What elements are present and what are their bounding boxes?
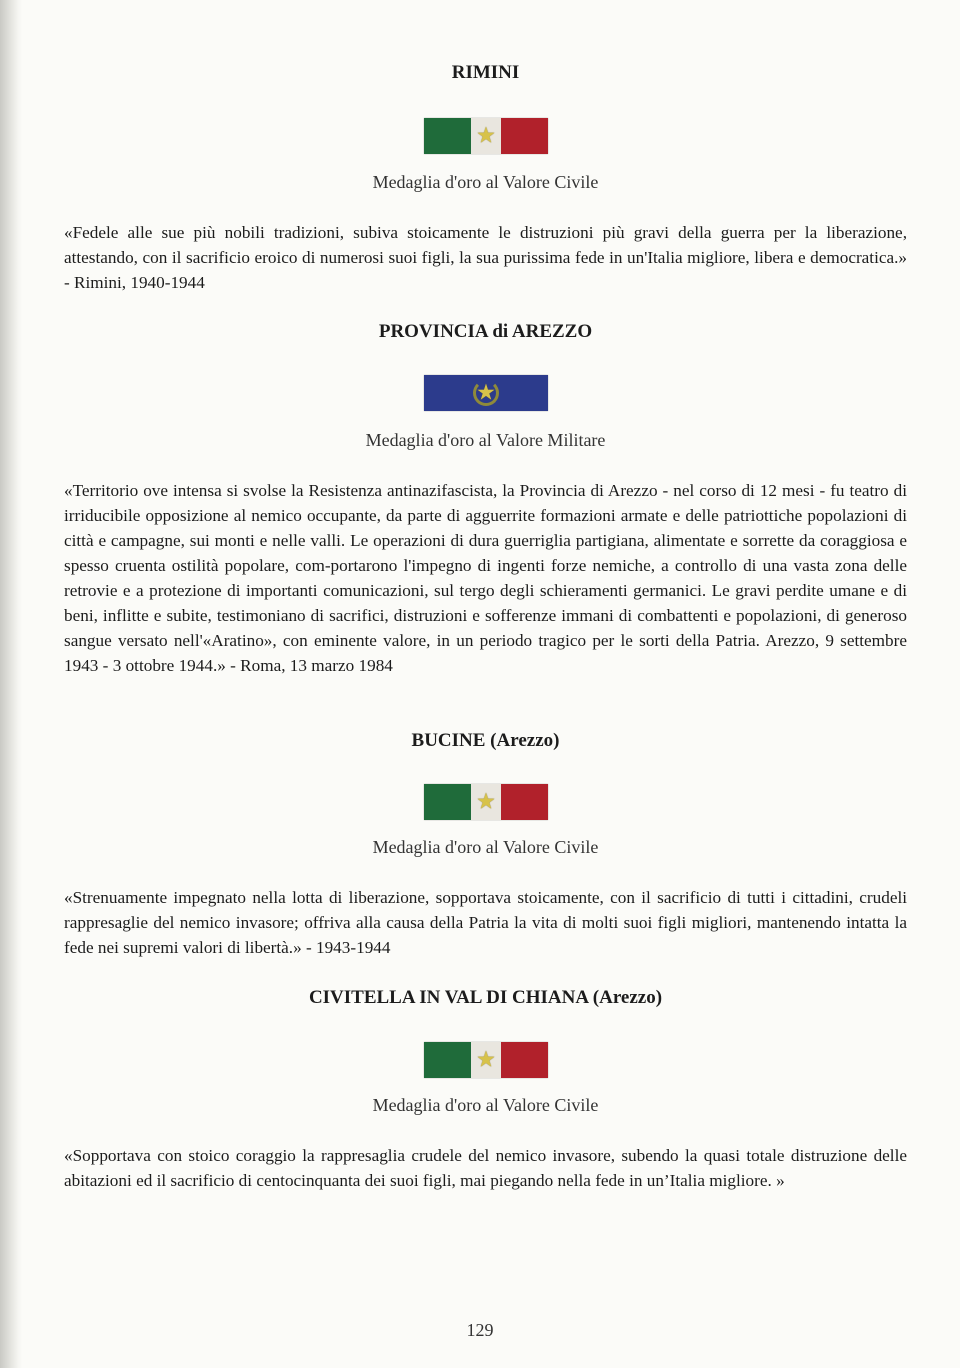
section-title-rimini: RIMINI [451,62,520,83]
section-title-civitella: CIVITELLA IN VAL DI CHIANA (Arezzo) [308,987,663,1008]
medal-caption-provincia-arezzo: Medaglia d'oro al Valore Militare [365,430,606,450]
blue-star-wreath-icon: ★ [424,375,548,411]
citation-provincia-arezzo: «Territorio ove intensa si svolse la Resistenza antinazifascista, la Provincia di Arezzo - nel corso di 12 mesi - fu teatro di irriducibile opposizione al nemico occupante, da parte di agguerrite formazioni armate e delle patriottiche popolazioni di città e campagne, sui monti e nelle valli. Le operazioni di dura guerriglia partigiana, alimentate e sorrette da coraggiosa e spesso cruenta ostilità popolare, com-portarono l'impegno di ingenti forze nemiche, a controllo di una vasta zona delle retrovie e a protezione di importanti comunicazioni, sul tergo degli schieramenti germanici. Le gravi perdite umane e di beni, inflitte e subite, testimoniano di sacrifici, distruzioni e sofferenze immani di combattenti e popolazioni, di generoso sangue versato nell'«Aratino», con eminente valore, in un periodo tragico per le sorti della Patria. Arezzo, 9 settembre 1943 - 3 ottobre 1944.» - Roma, 13 marzo 1984 [64,481,907,675]
citation-civitella: «Sopportava con stoico coraggio la rappresaglia crudele del nemico invasore, subendo la quasi totale distruzione delle abitazioni ed il sacrificio di centocinquanta dei suoi figli, mai piegando nella fede in un’Italia migliore. » [64,1146,907,1190]
citation-rimini: «Fedele alle sue più nobili tradizioni, subiva stoicamente le distruzioni più gravi della guerra per la liberazione, attestando, con il sacrificio eroico di numerosi suoi figli, la sua purissima fede in un'Italia migliore, libera e democratica.» - Rimini, 1940-1944 [64,223,907,292]
medal-caption-civitella: Medaglia d'oro al Valore Civile [372,1095,599,1115]
citation-bucine: «Strenuamente impegnato nella lotta di liberazione, sopportava stoicamente, con il sacrificio di tutti i cittadini, crudeli rappresaglie del nemico invasore; offriva alla causa della Patria la vita di molti suoi figli migliori, mantenendo intatta la fede nei supremi valori di libertà.» - 1943-1944 [64,888,907,957]
tricolor-star-icon: ★ [424,1042,548,1078]
tricolor-star-icon: ★ [424,784,548,820]
page-spine-shadow [0,0,22,1368]
medal-caption-rimini: Medaglia d'oro al Valore Civile [372,172,599,192]
section-title-bucine: BUCINE (Arezzo) [411,730,560,751]
tricolor-star-icon: ★ [424,118,548,154]
medal-caption-bucine: Medaglia d'oro al Valore Civile [372,837,599,857]
page-number: 129 [466,1320,494,1340]
section-title-provincia-arezzo: PROVINCIA di AREZZO [378,321,593,342]
